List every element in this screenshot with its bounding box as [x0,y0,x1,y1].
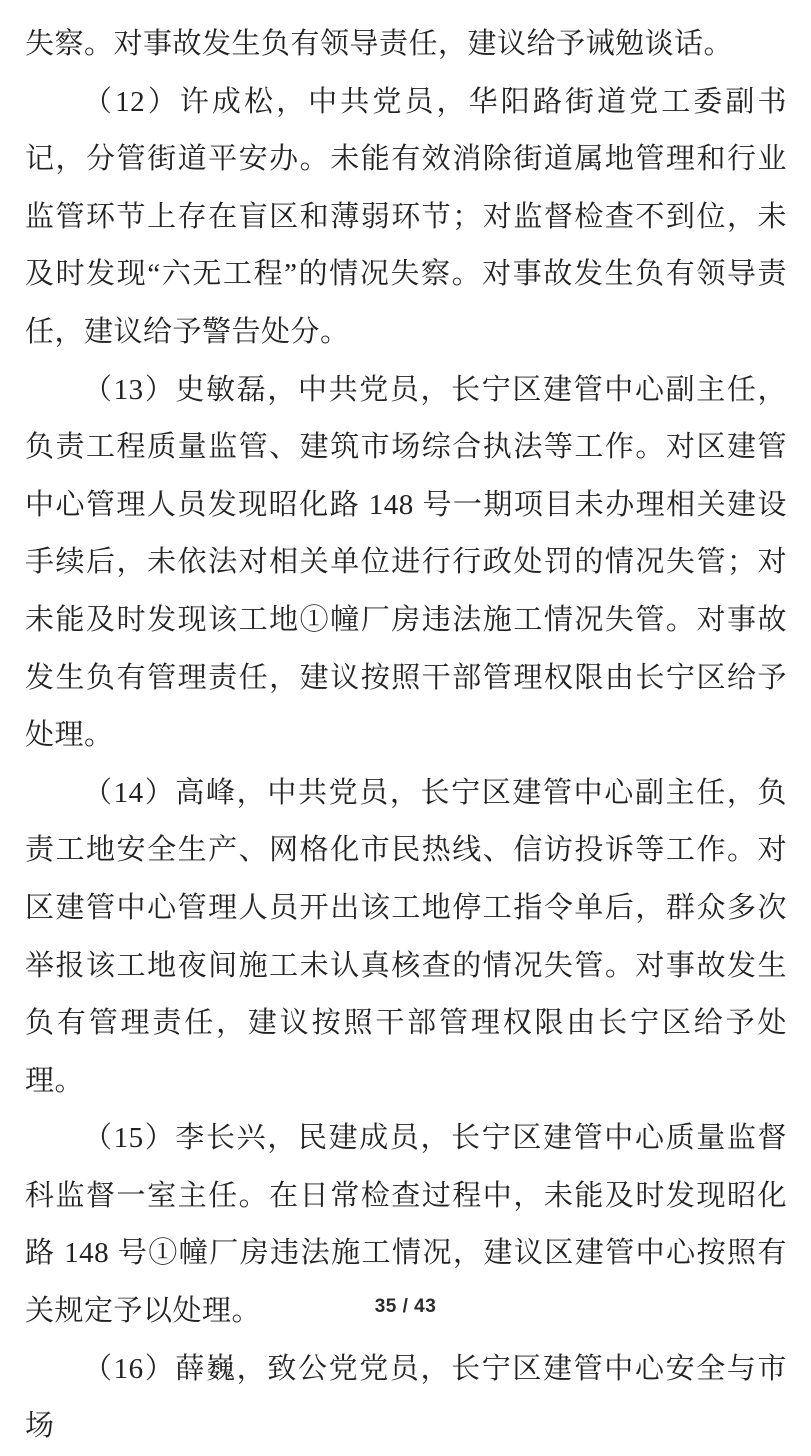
paragraph-item-13: （13）史敏磊，中共党员，长宁区建管中心副主任，负责工程质量监管、建筑市场综合执法等工作。对区建管中心管理人员发现昭化路 148 号一期项目未办理相关建设手续后，未依法对相关单位进行行政处罚的情况失管；对未能及时发现该工地①幢厂房违法施工情况失管。对事故发生负有管理责任，建议按照干部管理权限由长宁区给予处理。 [25,373,787,752]
paragraph-item-12: （12）许成松，中共党员，华阳路街道党工委副书记，分管街道平安办。未能有效消除街道属地管理和行业监管环节上存在盲区和薄弱环节；对监督检查不到位，未及时发现“六无工程”的情况失察。对事故发生负有领导责任，建议给予警告处分。 [25,85,787,348]
paragraph-continuation: 失察。对事故发生负有领导责任，建议给予诫勉谈话。 [25,28,734,60]
page-number-indicator: 35 / 43 [374,1296,437,1317]
page-body-text [25,16,787,1456]
paragraph-item-14: （14）高峰，中共党员，长宁区建管中心副主任，负责工地安全生产、网格化市民热线、信访投诉等工作。对区建管中心管理人员开出该工地停工指令单后，群众多次举报该工地夜间施工未认真核查的情况失管。对事故发生负有管理责任，建议按照干部管理权限由长宁区给予处理。 [25,776,787,1097]
paragraph-item-16: （16）薛巍，致公党党员，长宁区建管中心安全与市场 [25,1352,787,1443]
page-footer [0,1296,811,1318]
paragraph-item-15: （15）李长兴，民建成员，长宁区建管中心质量监督科监督一室主任。在日常检查过程中，未能及时发现昭化路 148 号①幢厂房违法施工情况，建议区建管中心按照有关规定予以处理。 [25,1122,787,1328]
